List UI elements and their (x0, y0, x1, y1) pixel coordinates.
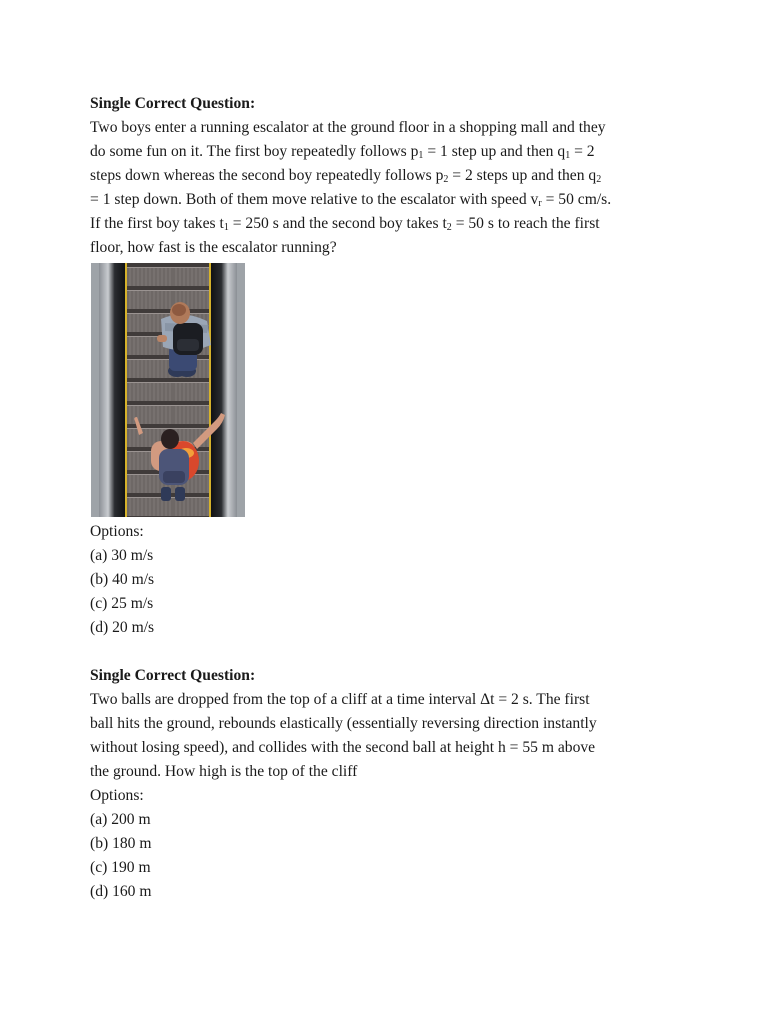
option-c[interactable]: (c) 25 m/s (90, 595, 154, 612)
subscript: 2 (443, 174, 449, 185)
options-label: Options: (90, 523, 144, 540)
option-a[interactable]: (a) 30 m/s (90, 547, 154, 564)
option-d[interactable]: (d) 160 m (90, 883, 152, 900)
question-heading: Single Correct Question: (90, 95, 256, 112)
subscript: 2 (446, 222, 452, 233)
option-b[interactable]: (b) 180 m (90, 835, 152, 852)
question-1 (90, 92, 690, 640)
question-text-line: the ground. How high is the top of the cliff (90, 763, 358, 780)
subscript: 1 (223, 222, 229, 233)
options-label: Options: (90, 787, 144, 804)
subscript: r (538, 198, 542, 209)
question-2 (90, 664, 690, 904)
section-spacer (90, 640, 690, 664)
question-body (90, 116, 690, 260)
question-text-line: Two balls are dropped from the top of a cliff at a time interval Δt = 2 s. The first (90, 691, 590, 708)
question-text-line: ball hits the ground, rebounds elastically (essentially reversing direction instantly (90, 715, 597, 732)
question-text-line: = 1 step down. Both of them move relative to the escalator with speed $v_r = 50$ cm/s. (90, 191, 612, 209)
option-a[interactable]: (a) 200 m (90, 811, 151, 828)
subscript: 2 (596, 174, 602, 185)
question-body (90, 688, 690, 784)
option-b[interactable]: (b) 40 m/s (90, 571, 155, 588)
options-list (90, 808, 690, 904)
question-text-line: If the first boy takes $t_1 = 250$ s and the second boy takes $t_2 = 50$ s to reach the first (90, 215, 600, 233)
options-list (90, 544, 690, 640)
escalator-photo (91, 263, 245, 517)
subscript: 1 (418, 150, 424, 161)
option-d[interactable]: (d) 20 m/s (90, 619, 155, 636)
subscript: 1 (565, 150, 571, 161)
option-c[interactable]: (c) 190 m (90, 859, 151, 876)
question-text-line: without losing speed), and collides with the second ball at height h = 55 m above (90, 739, 596, 756)
question-text-line: floor, how fast is the escalator running? (90, 239, 337, 256)
question-text-line: do some fun on it. The first boy repeatedly follows $p_1 = 1$ step up and then $q_1 = 2$ (90, 143, 595, 161)
question-text-line: steps down whereas the second boy repeatedly follows $p_2 = 2$ steps up and then $q_2$ (90, 167, 602, 185)
document-page (90, 92, 690, 904)
question-heading: Single Correct Question: (90, 667, 256, 684)
question-text-line: Two boys enter a running escalator at the ground floor in a shopping mall and they (90, 119, 606, 136)
